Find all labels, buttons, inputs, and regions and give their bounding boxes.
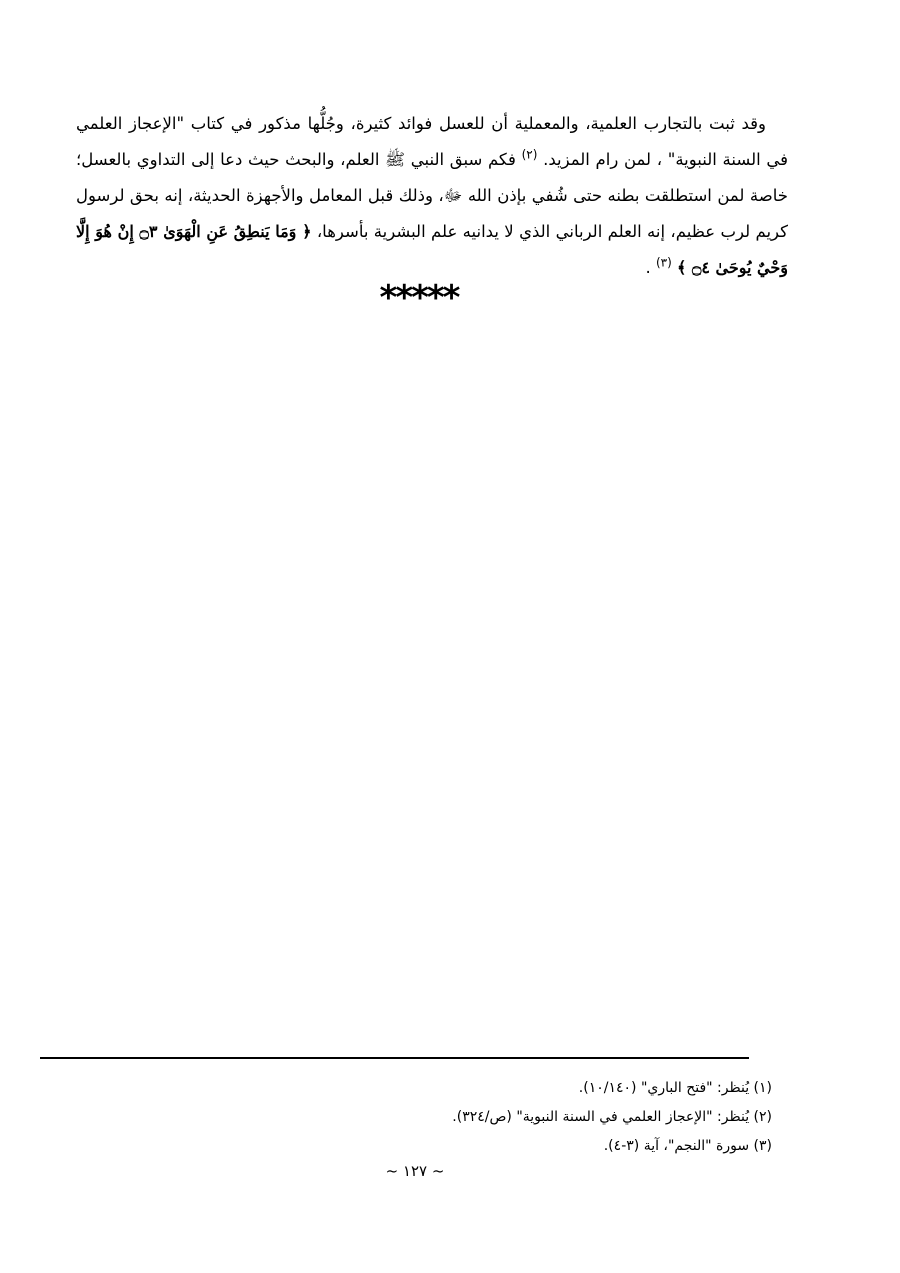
footnote-divider <box>40 1057 749 1059</box>
body-paragraph <box>76 106 788 286</box>
main-text-block <box>76 106 788 286</box>
body-text-part-1: وقد ثبت بالتجارب العلمية، والمعملية أن للعسل فوائد كثيرة، وجُلُّها مذكور في كتاب "الإعجاز العلمي في السنة النبوية" ، لمن رام المزيد. <box>76 114 788 169</box>
page-number: ~ ١٢٧ ~ <box>385 1162 445 1180</box>
footnote-1: (١) يُنظر: "فتح الباري" (١٠/١٤٠). <box>578 1080 772 1096</box>
section-separator-stars: ***** <box>379 278 459 318</box>
footnote-ref-2[interactable]: (٢) <box>521 147 538 162</box>
footnote-ref-3[interactable]: (٣) <box>655 255 672 270</box>
body-text-part-2: فكم سبق النبي ﷺ العلم، والبحث حيث دعا إلى التداوي بالعسل؛ خاصة لمن استطلقت بطنه حتى شُفي بإذن الله ﷻ، وذلك قبل المعامل والأجهزة الحديثة، إنه بحق لرسول كريم لرب عظيم، إنه العلم الرباني الذي لا يدانيه علم البشرية بأسرها، <box>76 150 789 241</box>
quran-verse: ﴿ وَمَا يَنطِقُ عَنِ الْهَوَىٰ ۝٣ إِنْ هُوَ إِلَّا وَحْيٌ يُوحَىٰ ۝٤ ﴾ <box>76 222 788 277</box>
footnote-3: (٣) سورة "النجم"، آية (٣-٤). <box>603 1138 772 1154</box>
footnotes-list <box>400 1074 772 1161</box>
footnote-2: (٢) يُنظر: "الإعجاز العلمي في السنة النبوية" (ص/٣٢٤). <box>452 1109 772 1125</box>
end-period: . <box>645 258 651 277</box>
